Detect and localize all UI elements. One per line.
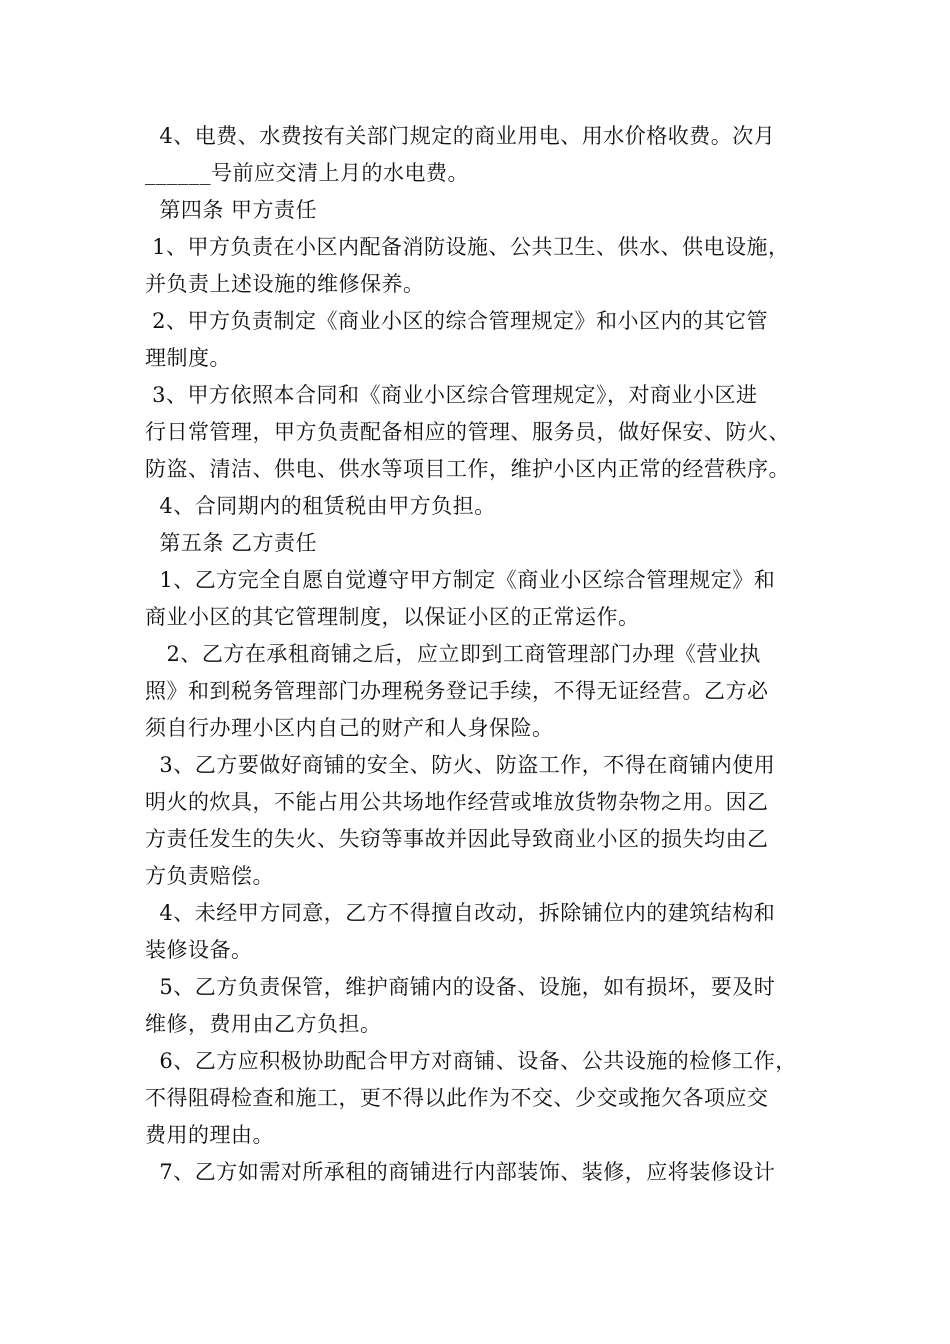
text-line: 1、乙方完全自愿自觉遵守甲方制定《商业小区综合管理规定》和 [145, 568, 776, 592]
document-page [145, 118, 825, 1191]
text-line: 费用的理由。 [145, 1123, 274, 1147]
text-line: 须自行办理小区内自己的财产和人身保险。 [145, 716, 554, 740]
text-line: 方负责赔偿。 [145, 864, 274, 888]
text-line: 7、乙方如需对所承租的商铺进行内部装饰、装修，应将装修设计 [145, 1160, 776, 1184]
text-line: 维修，费用由乙方负担。 [145, 1012, 382, 1036]
text-line: 不得阻碍检查和施工，更不得以此作为不交、少交或拖欠各项应交 [145, 1086, 769, 1110]
text-line: 4、未经甲方同意，乙方不得擅自改动，拆除铺位内的建筑结构和 [145, 901, 776, 925]
text-line: 4、电费、水费按有关部门规定的商业用电、用水价格收费。次月 [145, 124, 776, 148]
text-line: ______号前应交清上月的水电费。 [145, 161, 469, 185]
section-heading: 第四条 甲方责任 [145, 198, 318, 222]
text-line: 2、甲方负责制定《商业小区的综合管理规定》和小区内的其它管 [145, 309, 769, 333]
text-line: 2、乙方在承租商铺之后，应立即到工商管理部门办理《营业执 [145, 642, 761, 666]
text-line: 5、乙方负责保管，维护商铺内的设备、设施，如有损坏，要及时 [145, 975, 776, 999]
text-line: 行日常管理，甲方负责配备相应的管理、服务员，做好保安、防火、 [145, 420, 790, 444]
text-line: 照》和到税务管理部门办理税务登记手续，不得无证经营。乙方必 [145, 679, 769, 703]
text-line: 明火的炊具，不能占用公共场地作经营或堆放货物杂物之用。因乙 [145, 790, 769, 814]
text-line: 3、甲方依照本合同和《商业小区综合管理规定》，对商业小区进 [145, 383, 758, 407]
text-line: 1、甲方负责在小区内配备消防设施、公共卫生、供水、供电设施， [145, 235, 790, 259]
text-line: 理制度。 [145, 346, 231, 370]
text-line: 并负责上述设施的维修保养。 [145, 272, 425, 296]
text-line: 3、乙方要做好商铺的安全、防火、防盗工作，不得在商铺内使用 [145, 753, 776, 777]
text-line: 商业小区的其它管理制度，以保证小区的正常运作。 [145, 605, 640, 629]
text-line: 4、合同期内的租赁税由甲方负担。 [145, 494, 496, 518]
text-line: 方责任发生的失火、失窃等事故并因此导致商业小区的损失均由乙 [145, 827, 769, 851]
text-line: 防盗、清洁、供电、供水等项目工作，维护小区内正常的经营秩序。 [145, 457, 790, 481]
text-line: 6、乙方应积极协助配合甲方对商铺、设备、公共设施的检修工作， [145, 1049, 797, 1073]
section-heading: 第五条 乙方责任 [145, 531, 318, 555]
text-line: 装修设备。 [145, 938, 253, 962]
